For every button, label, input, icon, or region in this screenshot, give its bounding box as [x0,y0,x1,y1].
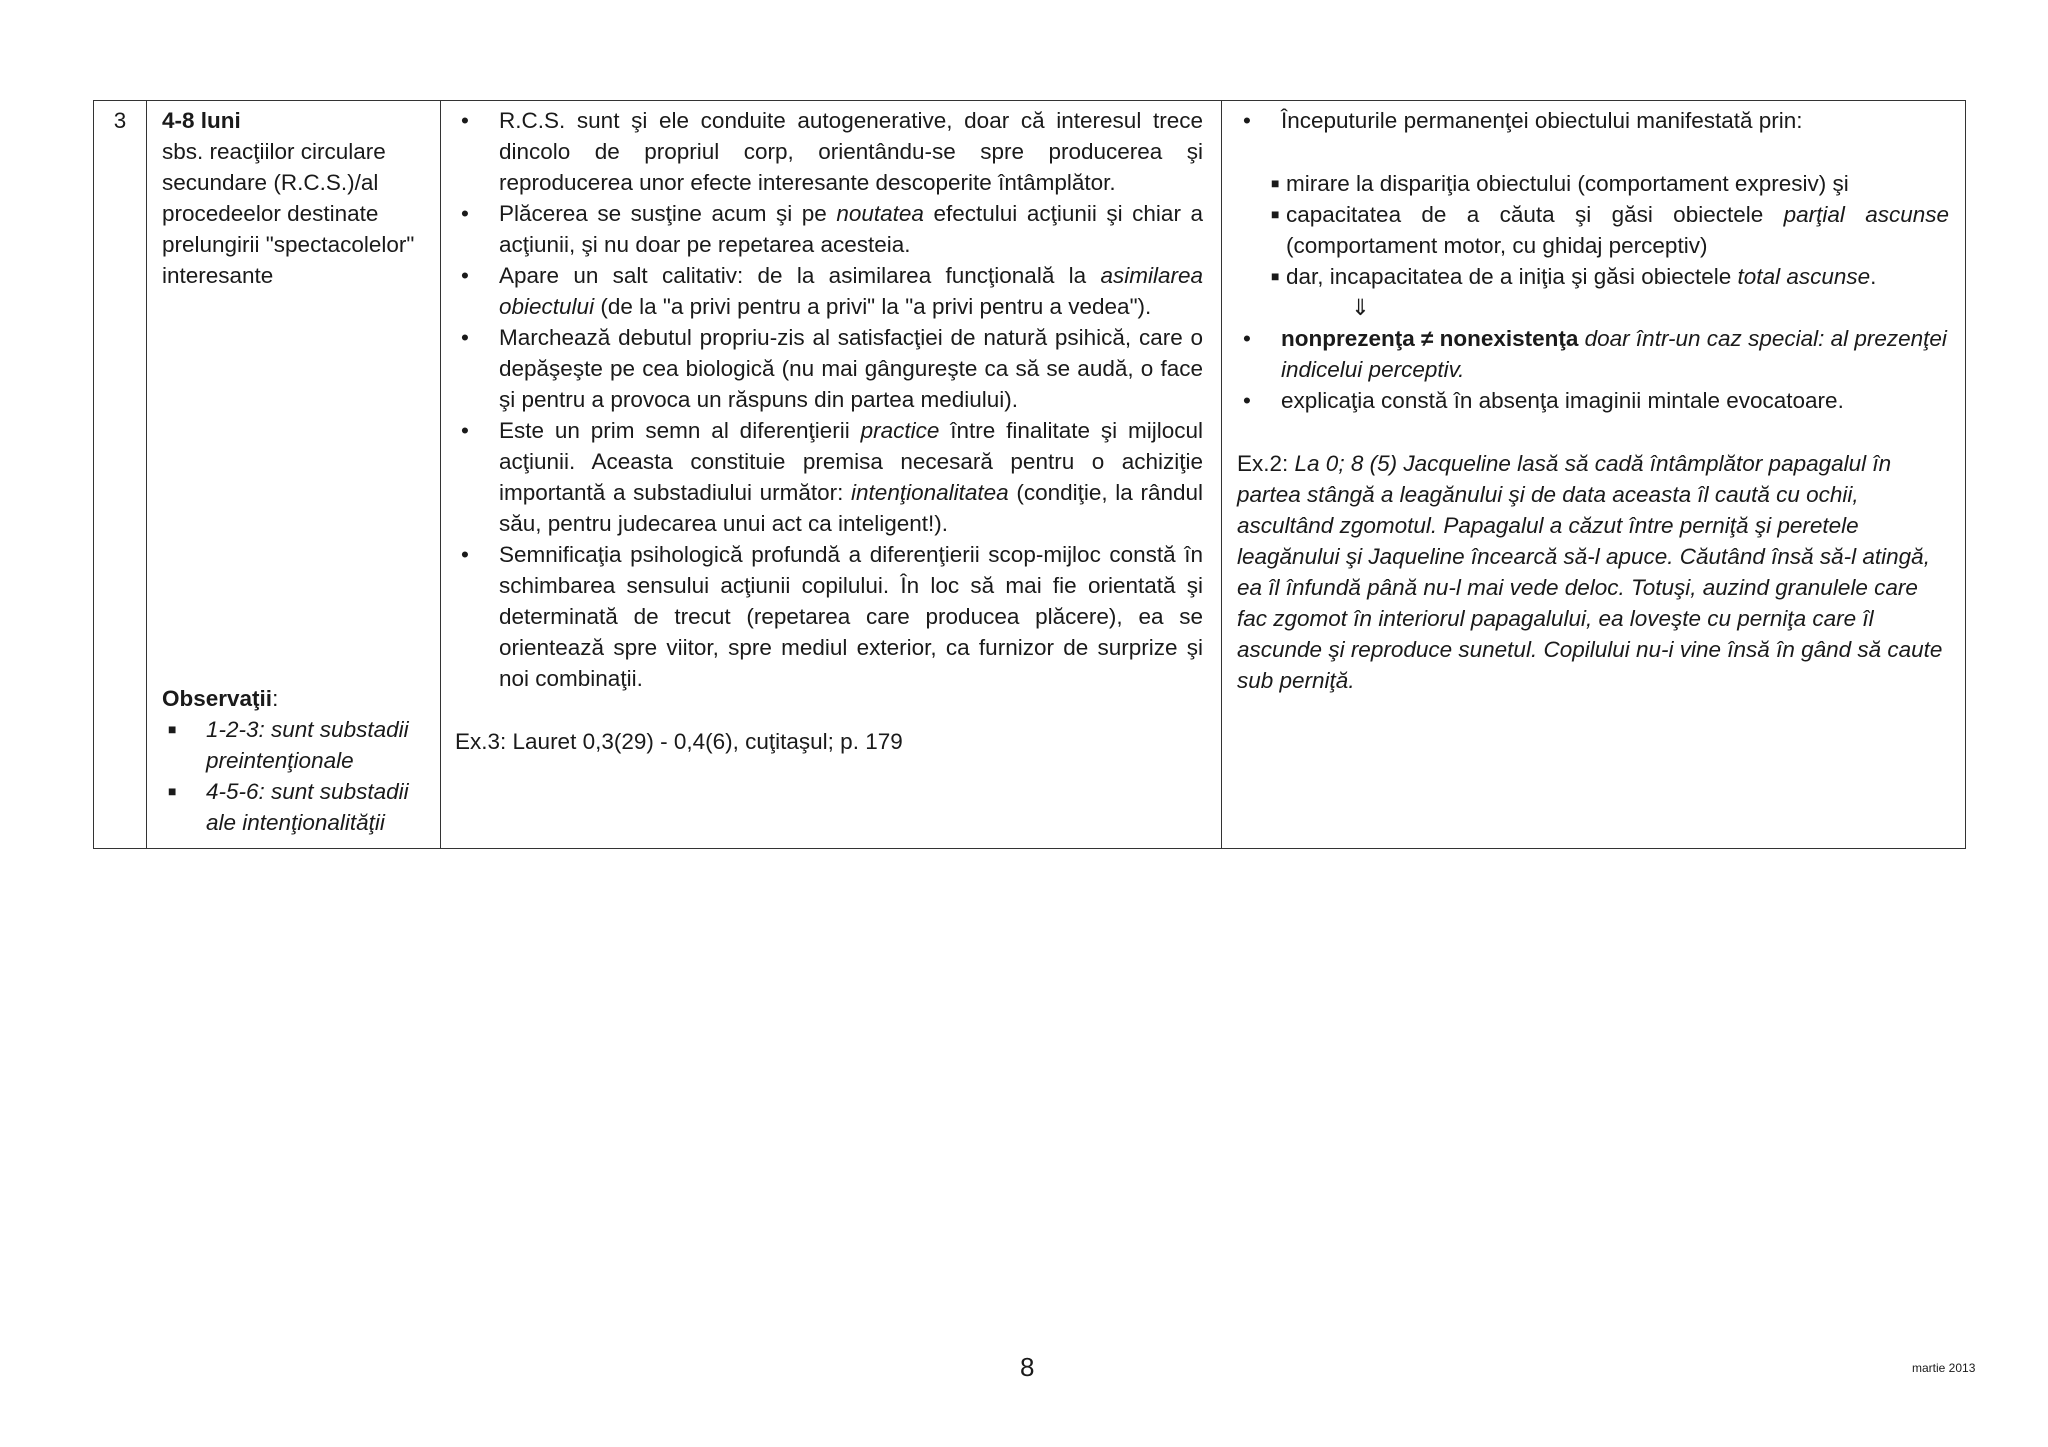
list-item: • Este un prim semn al diferenţierii practice între finalitate şi mijlocul acţiunii. Aceasta constituie premisa necesară pentru o achiziţie importantă a substadiului următor: intenţionalitatea (condiţie, la rândul său, pentru judecarea unui act ca inteligent!). [455,415,1203,539]
square-bullet-icon: ■ [1271,175,1280,191]
example-paragraph: Ex.2: La 0; 8 (5) Jacqueline lasă să cadă întâmplător papagalul în partea stângă a leagănului şi de data aceasta îl caută cu ochii, ascultând zgomotul. Papagalul a căzut între perniţă şi peretele leagănului şi Jaqueline încearcă să-l apuce. Căutând însă să-l atingă, ea îl înfundă până nu-l mai vede deloc. Totuşi, auzind granulele care fac zgomot în interiorul papagalului, ea loveşte cu perniţa care îl ascunde şi reproduce sunetul. Copilului nu-i vine însă în gând să caute sub perniţă. [1237,451,1943,693]
row-number: 3 [94,101,147,849]
list-item: • Plăcerea se susţine acum şi pe noutatea efectului acţiunii şi chiar a acţiunii, şi nu doar pe repetarea acesteia. [455,198,1203,260]
bullet-icon: • [461,542,469,567]
observation-item: ■ 1-2-3: sunt substadii preintenţionale [162,714,434,776]
bullet-icon: • [461,263,469,288]
observations-label: Observaţii [162,686,273,711]
stage-title: 4-8 luni [162,108,241,133]
stage-description: sbs. reacţiilor circulare secundare (R.C.S.)/al procedeelor destinate prelungirii "spectacolelor" interesante [162,139,415,288]
square-bullet-icon: ■ [1271,268,1280,284]
permanence-cell [1222,101,1966,849]
square-bullet-icon: ■ [168,783,177,799]
table-row [94,101,1966,849]
list-item: • explicaţia constă în absenţa imaginii mintale evocatoare. [1237,385,1949,416]
characteristics-cell [441,101,1222,849]
list-item: • nonprezenţa ≠ nonexistenţa doar într-un caz special: al prezenţei indicelui perceptiv. [1237,323,1949,385]
sub-item: ■ capacitatea de a căuta şi găsi obiectele parţial ascunse (comportament motor, cu ghidaj perceptiv) [1271,199,1949,261]
page-number: 8 [1020,1352,1035,1382]
bullet-icon: • [461,418,469,443]
bullet-icon: • [1243,388,1251,413]
list-item: • R.C.S. sunt şi ele conduite autogenerative, doar că interesul trece dincolo de propriul corp, orientându-se spre producerea şi reproducerea unor efecte interesante descoperite întâmplător. [455,105,1203,198]
bullet-icon: • [1243,108,1251,133]
stages-table [93,100,1966,849]
observations: Observaţii: ■ 1-2-3: sunt substadii preintenţionale ■ 4-5-6: sunt substadii ale intenţionalităţii [162,683,434,838]
bullet-icon: • [461,108,469,133]
sub-item: ■ dar, incapacitatea de a iniţia şi găsi obiectele total ascunse. [1271,261,1949,292]
list-item: • Începuturile permanenţei obiectului manifestată prin: [1237,105,1949,136]
square-bullet-icon: ■ [1271,206,1280,222]
footer-date: martie 2013 [1912,1361,1976,1375]
example-reference: Ex.3: Lauret 0,3(29) - 0,4(6), cuţitaşul; p. 179 [455,729,903,754]
bullet-icon: • [1243,326,1251,351]
observation-item: ■ 4-5-6: sunt substadii ale intenţionalităţii [162,776,434,838]
list-item: • Marchează debutul propriu-zis al satisfacţiei de natură psihică, care o depăşeşte pe cea biologică (nu mai gângureşte ca să se audă, o face şi pentru a provoca un răspuns din partea mediului). [455,322,1203,415]
list-item: • Apare un salt calitativ: de la asimilarea funcţională la asimilarea obiectului (de la "a privi pentru a privi" la "a privi pentru a vedea"). [455,260,1203,322]
bullet-icon: • [461,325,469,350]
sub-item: ■ mirare la dispariţia obiectului (comportament expresiv) şi [1271,168,1949,199]
list-item: • Semnificaţia psihologică profundă a diferenţierii scop-mijloc constă în schimbarea sensului acţiunii copilului. În loc să mai fie orientată şi determinată de trecut (repetarea care producea plăcere), ea se orientează spre viitor, spre mediul exterior, ca furnizor de surprize şi noi combinaţii. [455,539,1203,694]
down-arrow-icon: ⇓ [1351,295,1370,320]
stage-cell [147,101,441,849]
bullet-icon: • [461,201,469,226]
square-bullet-icon: ■ [168,721,177,737]
